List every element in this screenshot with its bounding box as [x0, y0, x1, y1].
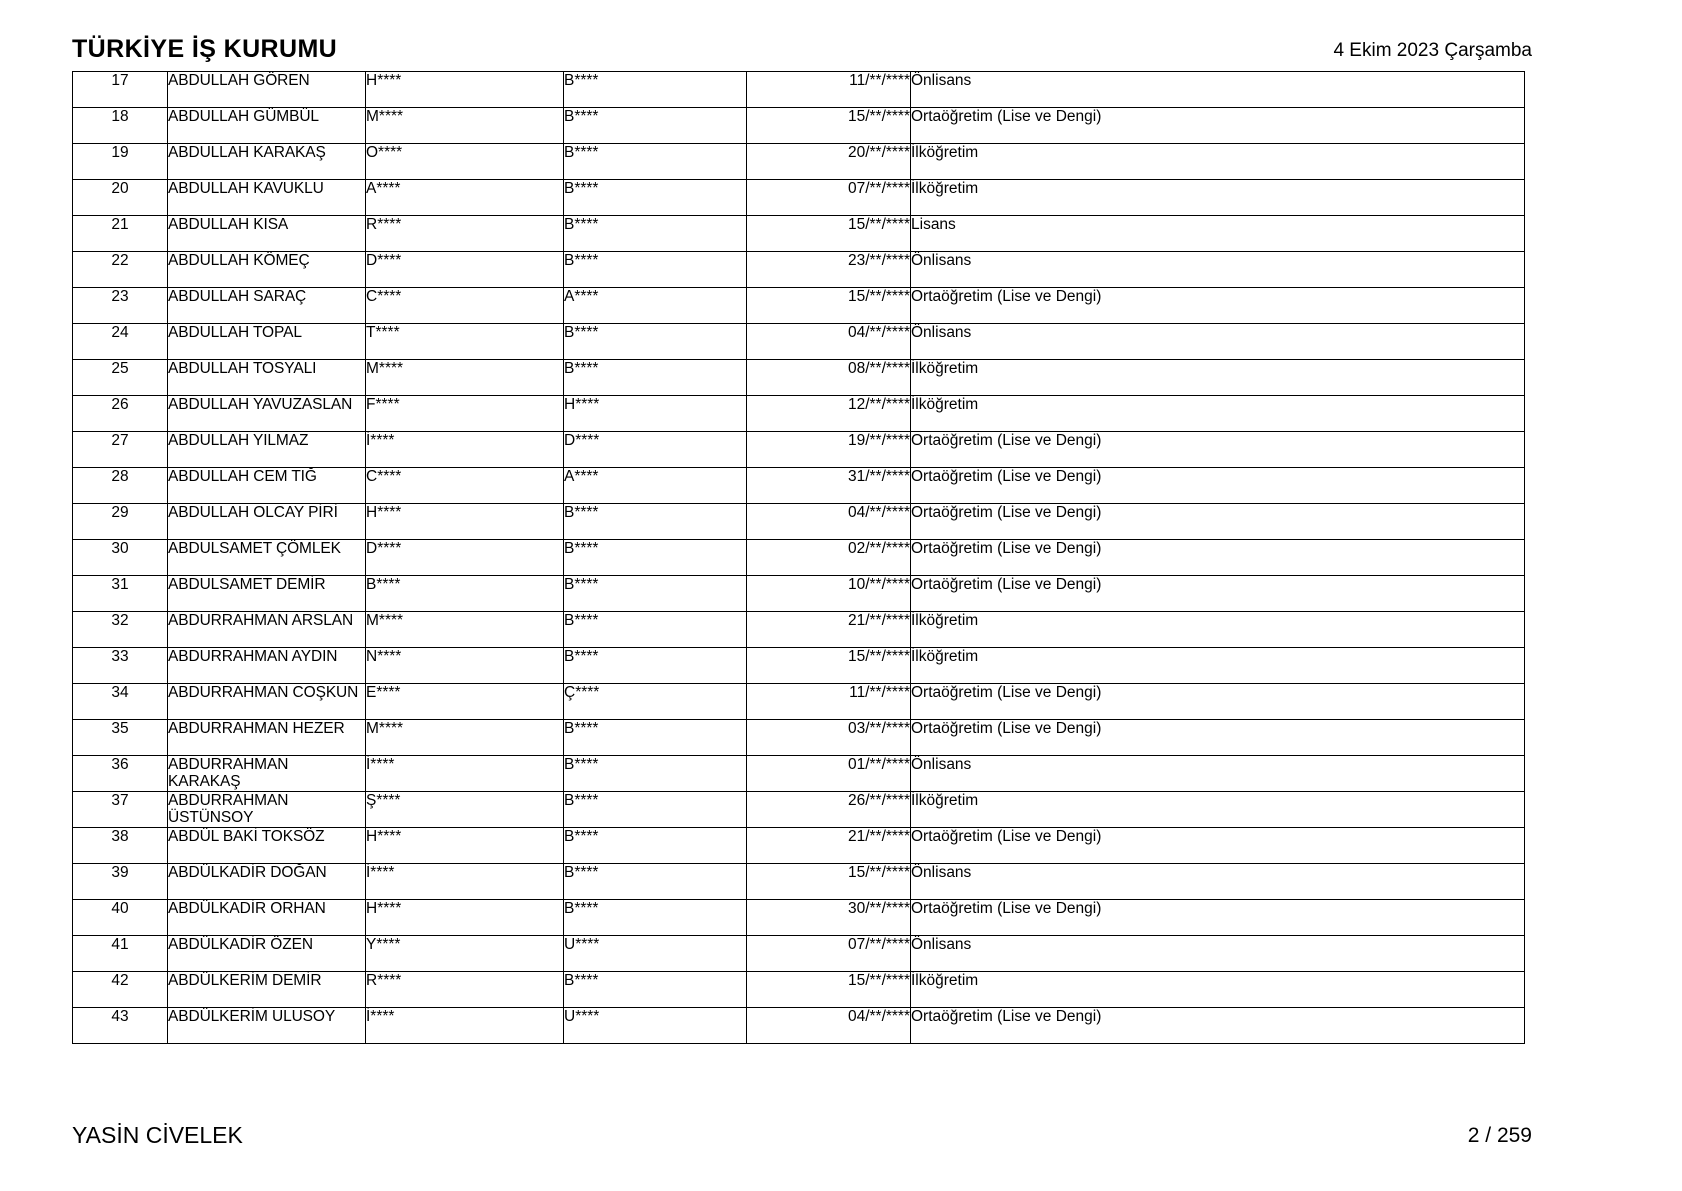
- birth-date-cell: 15/**/****: [747, 288, 911, 324]
- birth-date-cell: 15/**/****: [747, 972, 911, 1008]
- table-row: [73, 900, 1525, 936]
- person-name-cell: ABDULLAH KAVUKLU: [168, 180, 366, 216]
- birth-date-cell: 26/**/****: [747, 792, 911, 828]
- table-row: [73, 864, 1525, 900]
- table-row: [73, 360, 1525, 396]
- person-name-cell: ABDÜLKADİR ÖZEN: [168, 936, 366, 972]
- education-cell: İlköğretim: [911, 144, 1525, 180]
- header-date: 4 Ekim 2023 Çarşamba: [1333, 40, 1532, 61]
- mother-initial-cell: B****: [564, 324, 747, 360]
- table-row: [73, 108, 1525, 144]
- mother-initial-cell: B****: [564, 252, 747, 288]
- father-initial-cell: Y****: [366, 936, 564, 972]
- birth-date-cell: 04/**/****: [747, 504, 911, 540]
- birth-date-cell: 23/**/****: [747, 252, 911, 288]
- education-cell: Önlisans: [911, 324, 1525, 360]
- row-number-cell: 25: [73, 360, 168, 396]
- table-row: [73, 684, 1525, 720]
- table-row: [73, 324, 1525, 360]
- birth-date-cell: 04/**/****: [747, 1008, 911, 1044]
- row-number-cell: 36: [73, 756, 168, 792]
- row-number-cell: 32: [73, 612, 168, 648]
- person-name-cell: ABDULLAH KISA: [168, 216, 366, 252]
- person-name-cell: ABDULSAMET ÇÖMLEK: [168, 540, 366, 576]
- birth-date-cell: 01/**/****: [747, 756, 911, 792]
- birth-date-cell: 11/**/****: [747, 72, 911, 108]
- mother-initial-cell: B****: [564, 828, 747, 864]
- father-initial-cell: İ****: [366, 864, 564, 900]
- person-name-cell: ABDULLAH KARAKAŞ: [168, 144, 366, 180]
- person-name-cell: ABDULLAH YAVUZASLAN: [168, 396, 366, 432]
- table-row: [73, 936, 1525, 972]
- mother-initial-cell: B****: [564, 972, 747, 1008]
- table-row: [73, 828, 1525, 864]
- table-row: [73, 720, 1525, 756]
- table-row: [73, 576, 1525, 612]
- father-initial-cell: H****: [366, 72, 564, 108]
- father-initial-cell: Ş****: [366, 792, 564, 828]
- birth-date-cell: 30/**/****: [747, 900, 911, 936]
- birth-date-cell: 02/**/****: [747, 540, 911, 576]
- education-cell: İlköğretim: [911, 792, 1525, 828]
- education-cell: Ortaöğretim (Lise ve Dengi): [911, 432, 1525, 468]
- row-number-cell: 17: [73, 72, 168, 108]
- education-cell: İlköğretim: [911, 360, 1525, 396]
- row-number-cell: 41: [73, 936, 168, 972]
- father-initial-cell: M****: [366, 108, 564, 144]
- person-name-cell: ABDULLAH CEM TIĞ: [168, 468, 366, 504]
- row-number-cell: 34: [73, 684, 168, 720]
- person-name-cell: ABDURRAHMAN ÜSTÜNSOY: [168, 792, 366, 828]
- father-initial-cell: C****: [366, 288, 564, 324]
- father-initial-cell: E****: [366, 684, 564, 720]
- education-cell: İlköğretim: [911, 972, 1525, 1008]
- birth-date-cell: 04/**/****: [747, 324, 911, 360]
- father-initial-cell: İ****: [366, 432, 564, 468]
- mother-initial-cell: A****: [564, 288, 747, 324]
- mother-initial-cell: H****: [564, 396, 747, 432]
- mother-initial-cell: B****: [564, 576, 747, 612]
- mother-initial-cell: B****: [564, 540, 747, 576]
- birth-date-cell: 31/**/****: [747, 468, 911, 504]
- education-cell: Ortaöğretim (Lise ve Dengi): [911, 576, 1525, 612]
- row-number-cell: 30: [73, 540, 168, 576]
- mother-initial-cell: B****: [564, 72, 747, 108]
- person-name-cell: ABDULLAH YILMAZ: [168, 432, 366, 468]
- education-cell: Ortaöğretim (Lise ve Dengi): [911, 684, 1525, 720]
- education-cell: Ortaöğretim (Lise ve Dengi): [911, 1008, 1525, 1044]
- education-cell: Ortaöğretim (Lise ve Dengi): [911, 900, 1525, 936]
- footer-page-number: 2 / 259: [1467, 1124, 1532, 1147]
- table-row: [73, 540, 1525, 576]
- birth-date-cell: 15/**/****: [747, 108, 911, 144]
- father-initial-cell: İ****: [366, 756, 564, 792]
- mother-initial-cell: B****: [564, 144, 747, 180]
- mother-initial-cell: B****: [564, 216, 747, 252]
- education-cell: Önlisans: [911, 756, 1525, 792]
- mother-initial-cell: B****: [564, 864, 747, 900]
- person-name-cell: ABDULLAH TOSYALI: [168, 360, 366, 396]
- birth-date-cell: 12/**/****: [747, 396, 911, 432]
- row-number-cell: 27: [73, 432, 168, 468]
- birth-date-cell: 19/**/****: [747, 432, 911, 468]
- row-number-cell: 21: [73, 216, 168, 252]
- table-row: [73, 1008, 1525, 1044]
- row-number-cell: 40: [73, 900, 168, 936]
- table-row: [73, 396, 1525, 432]
- row-number-cell: 28: [73, 468, 168, 504]
- row-number-cell: 24: [73, 324, 168, 360]
- education-cell: Ortaöğretim (Lise ve Dengi): [911, 468, 1525, 504]
- footer-signatory: YASİN CİVELEK: [72, 1122, 243, 1148]
- father-initial-cell: D****: [366, 252, 564, 288]
- father-initial-cell: M****: [366, 612, 564, 648]
- birth-date-cell: 21/**/****: [747, 612, 911, 648]
- education-cell: Ortaöğretim (Lise ve Dengi): [911, 504, 1525, 540]
- table-row: [73, 756, 1525, 792]
- father-initial-cell: N****: [366, 648, 564, 684]
- table-row: [73, 792, 1525, 828]
- row-number-cell: 23: [73, 288, 168, 324]
- table-row: [73, 72, 1525, 108]
- person-name-cell: ABDULLAH KÖMEÇ: [168, 252, 366, 288]
- person-name-cell: ABDURRAHMAN COŞKUN: [168, 684, 366, 720]
- father-initial-cell: F****: [366, 396, 564, 432]
- registry-table: [72, 71, 1525, 1044]
- mother-initial-cell: D****: [564, 432, 747, 468]
- mother-initial-cell: Ç****: [564, 684, 747, 720]
- row-number-cell: 35: [73, 720, 168, 756]
- birth-date-cell: 15/**/****: [747, 648, 911, 684]
- row-number-cell: 33: [73, 648, 168, 684]
- person-name-cell: ABDÜLKERİM ULUSOY: [168, 1008, 366, 1044]
- mother-initial-cell: B****: [564, 792, 747, 828]
- person-name-cell: ABDÜL BAKİ TOKSÖZ: [168, 828, 366, 864]
- row-number-cell: 18: [73, 108, 168, 144]
- father-initial-cell: A****: [366, 180, 564, 216]
- table-row: [73, 432, 1525, 468]
- mother-initial-cell: B****: [564, 720, 747, 756]
- row-number-cell: 20: [73, 180, 168, 216]
- education-cell: İlköğretim: [911, 612, 1525, 648]
- education-cell: İlköğretim: [911, 180, 1525, 216]
- mother-initial-cell: B****: [564, 180, 747, 216]
- person-name-cell: ABDULLAH GÖREN: [168, 72, 366, 108]
- person-name-cell: ABDÜLKADİR ORHAN: [168, 900, 366, 936]
- table-row: [73, 288, 1525, 324]
- birth-date-cell: 21/**/****: [747, 828, 911, 864]
- father-initial-cell: M****: [366, 720, 564, 756]
- father-initial-cell: R****: [366, 216, 564, 252]
- page-header: [72, 28, 1532, 62]
- mother-initial-cell: A****: [564, 468, 747, 504]
- row-number-cell: 42: [73, 972, 168, 1008]
- row-number-cell: 26: [73, 396, 168, 432]
- table-row: [73, 648, 1525, 684]
- row-number-cell: 29: [73, 504, 168, 540]
- father-initial-cell: M****: [366, 360, 564, 396]
- education-cell: İlköğretim: [911, 648, 1525, 684]
- education-cell: Önlisans: [911, 936, 1525, 972]
- mother-initial-cell: B****: [564, 504, 747, 540]
- father-initial-cell: D****: [366, 540, 564, 576]
- person-name-cell: ABDÜLKADİR DOĞAN: [168, 864, 366, 900]
- row-number-cell: 31: [73, 576, 168, 612]
- birth-date-cell: 10/**/****: [747, 576, 911, 612]
- mother-initial-cell: B****: [564, 648, 747, 684]
- education-cell: Önlisans: [911, 252, 1525, 288]
- row-number-cell: 38: [73, 828, 168, 864]
- birth-date-cell: 03/**/****: [747, 720, 911, 756]
- father-initial-cell: C****: [366, 468, 564, 504]
- person-name-cell: ABDULLAH GÜMBÜL: [168, 108, 366, 144]
- father-initial-cell: O****: [366, 144, 564, 180]
- education-cell: Ortaöğretim (Lise ve Dengi): [911, 828, 1525, 864]
- father-initial-cell: İ****: [366, 1008, 564, 1044]
- education-cell: Önlisans: [911, 864, 1525, 900]
- table-row: [73, 504, 1525, 540]
- table-row: [73, 216, 1525, 252]
- mother-initial-cell: U****: [564, 936, 747, 972]
- mother-initial-cell: B****: [564, 360, 747, 396]
- row-number-cell: 43: [73, 1008, 168, 1044]
- registry-table-container: [72, 71, 1524, 1044]
- birth-date-cell: 08/**/****: [747, 360, 911, 396]
- father-initial-cell: H****: [366, 900, 564, 936]
- person-name-cell: ABDURRAHMAN HEZER: [168, 720, 366, 756]
- education-cell: İlköğretim: [911, 396, 1525, 432]
- father-initial-cell: B****: [366, 576, 564, 612]
- person-name-cell: ABDULSAMET DEMİR: [168, 576, 366, 612]
- father-initial-cell: R****: [366, 972, 564, 1008]
- education-cell: Ortaöğretim (Lise ve Dengi): [911, 540, 1525, 576]
- person-name-cell: ABDURRAHMAN AYDIN: [168, 648, 366, 684]
- mother-initial-cell: U****: [564, 1008, 747, 1044]
- person-name-cell: ABDULLAH OLCAY PİRİ: [168, 504, 366, 540]
- table-row: [73, 468, 1525, 504]
- organization-title: TÜRKİYE İŞ KURUMU: [72, 35, 338, 63]
- page-footer: [72, 1124, 1532, 1147]
- education-cell: Ortaöğretim (Lise ve Dengi): [911, 108, 1525, 144]
- table-row: [73, 252, 1525, 288]
- table-row: [73, 144, 1525, 180]
- education-cell: Önlisans: [911, 72, 1525, 108]
- person-name-cell: ABDURRAHMAN KARAKAŞ: [168, 756, 366, 792]
- father-initial-cell: H****: [366, 828, 564, 864]
- mother-initial-cell: B****: [564, 612, 747, 648]
- person-name-cell: ABDÜLKERİM DEMİR: [168, 972, 366, 1008]
- row-number-cell: 22: [73, 252, 168, 288]
- education-cell: Lisans: [911, 216, 1525, 252]
- birth-date-cell: 07/**/****: [747, 180, 911, 216]
- birth-date-cell: 15/**/****: [747, 216, 911, 252]
- row-number-cell: 19: [73, 144, 168, 180]
- education-cell: Ortaöğretim (Lise ve Dengi): [911, 288, 1525, 324]
- mother-initial-cell: B****: [564, 108, 747, 144]
- registry-table-body: [73, 72, 1525, 1044]
- row-number-cell: 39: [73, 864, 168, 900]
- mother-initial-cell: B****: [564, 900, 747, 936]
- row-number-cell: 37: [73, 792, 168, 828]
- table-row: [73, 972, 1525, 1008]
- birth-date-cell: 15/**/****: [747, 864, 911, 900]
- table-row: [73, 612, 1525, 648]
- birth-date-cell: 20/**/****: [747, 144, 911, 180]
- table-row: [73, 180, 1525, 216]
- birth-date-cell: 07/**/****: [747, 936, 911, 972]
- father-initial-cell: T****: [366, 324, 564, 360]
- birth-date-cell: 11/**/****: [747, 684, 911, 720]
- person-name-cell: ABDURRAHMAN ARSLAN: [168, 612, 366, 648]
- person-name-cell: ABDULLAH TOPAL: [168, 324, 366, 360]
- mother-initial-cell: B****: [564, 756, 747, 792]
- education-cell: Ortaöğretim (Lise ve Dengi): [911, 720, 1525, 756]
- person-name-cell: ABDULLAH SARAÇ: [168, 288, 366, 324]
- father-initial-cell: H****: [366, 504, 564, 540]
